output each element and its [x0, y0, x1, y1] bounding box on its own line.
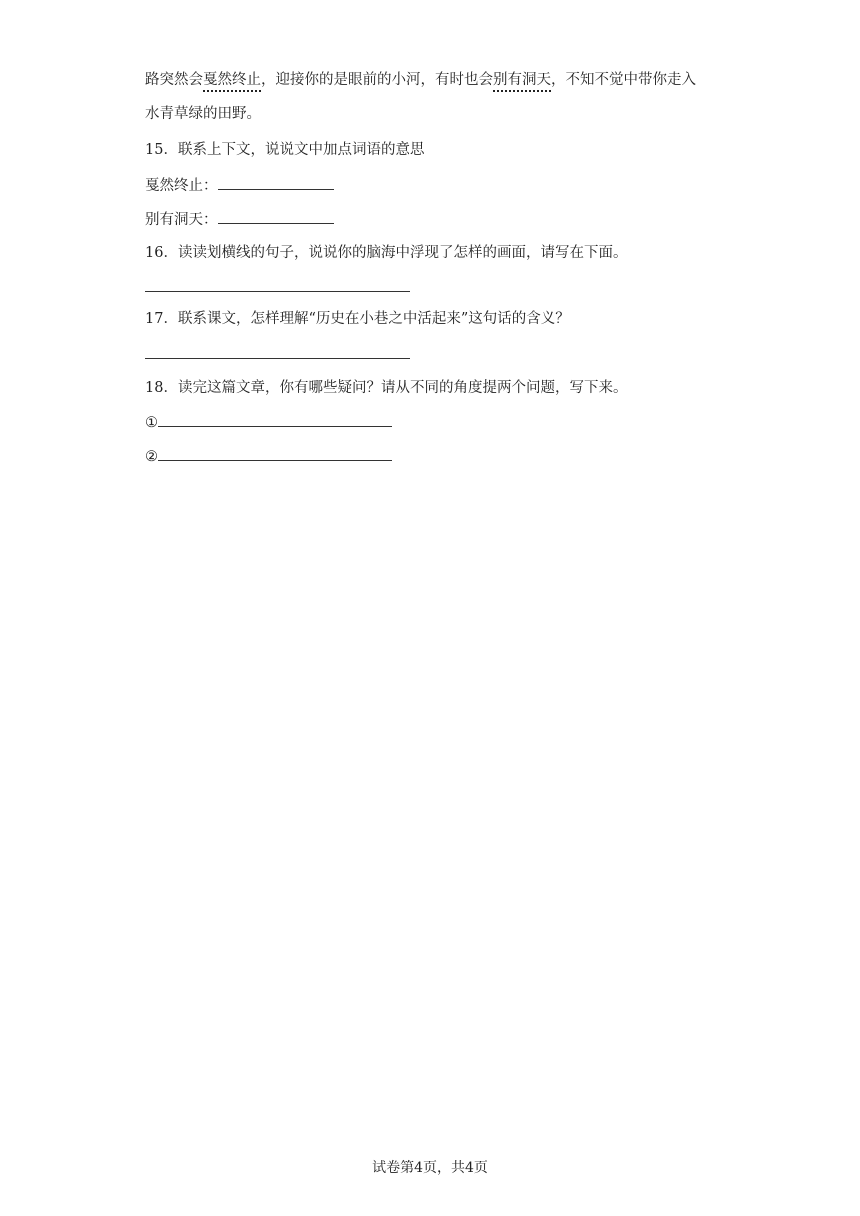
question-18-item-1: [145, 412, 392, 433]
page-footer: 试卷第4页，共4页: [372, 1160, 488, 1176]
item-label: 戛然终止：: [145, 178, 218, 194]
item-marker: ②: [145, 449, 158, 465]
question-15-item-1: [145, 175, 334, 196]
passage-text: ，迎接你的是眼前的小河，有时也会: [261, 72, 493, 88]
answer-blank[interactable]: [218, 175, 334, 190]
question-18-prompt: 18．读完这篇文章，你有哪些疑问？请从不同的角度提两个问题，写下来。: [145, 380, 628, 396]
question-15-item-2: [145, 209, 334, 230]
dotted-phrase-bieyoudongtian: 别有洞天: [493, 72, 551, 88]
passage-line-1: [145, 70, 696, 90]
item-label: 别有洞天：: [145, 212, 218, 228]
answer-line-q16[interactable]: [145, 291, 410, 292]
passage-text: 路突然会: [145, 72, 203, 88]
answer-blank[interactable]: [158, 446, 392, 461]
passage-line-2: 水青草绿的田野。: [145, 106, 261, 122]
dotted-phrase-jiaran: 戛然终止: [203, 72, 261, 88]
answer-line-q17[interactable]: [145, 358, 410, 359]
question-15-prompt: 15．联系上下文，说说文中加点词语的意思: [145, 142, 425, 158]
item-marker: ①: [145, 415, 158, 431]
answer-blank[interactable]: [218, 209, 334, 224]
question-16-prompt: 16．读读划横线的句子，说说你的脑海中浮现了怎样的画面，请写在下面。: [145, 245, 628, 261]
question-18-item-2: [145, 446, 392, 467]
question-17-prompt: 17．联系课文，怎样理解“历史在小巷之中活起来”这句话的含义？: [145, 311, 570, 327]
answer-blank[interactable]: [158, 412, 392, 427]
passage-text: ，不知不觉中带你走入: [551, 72, 696, 88]
